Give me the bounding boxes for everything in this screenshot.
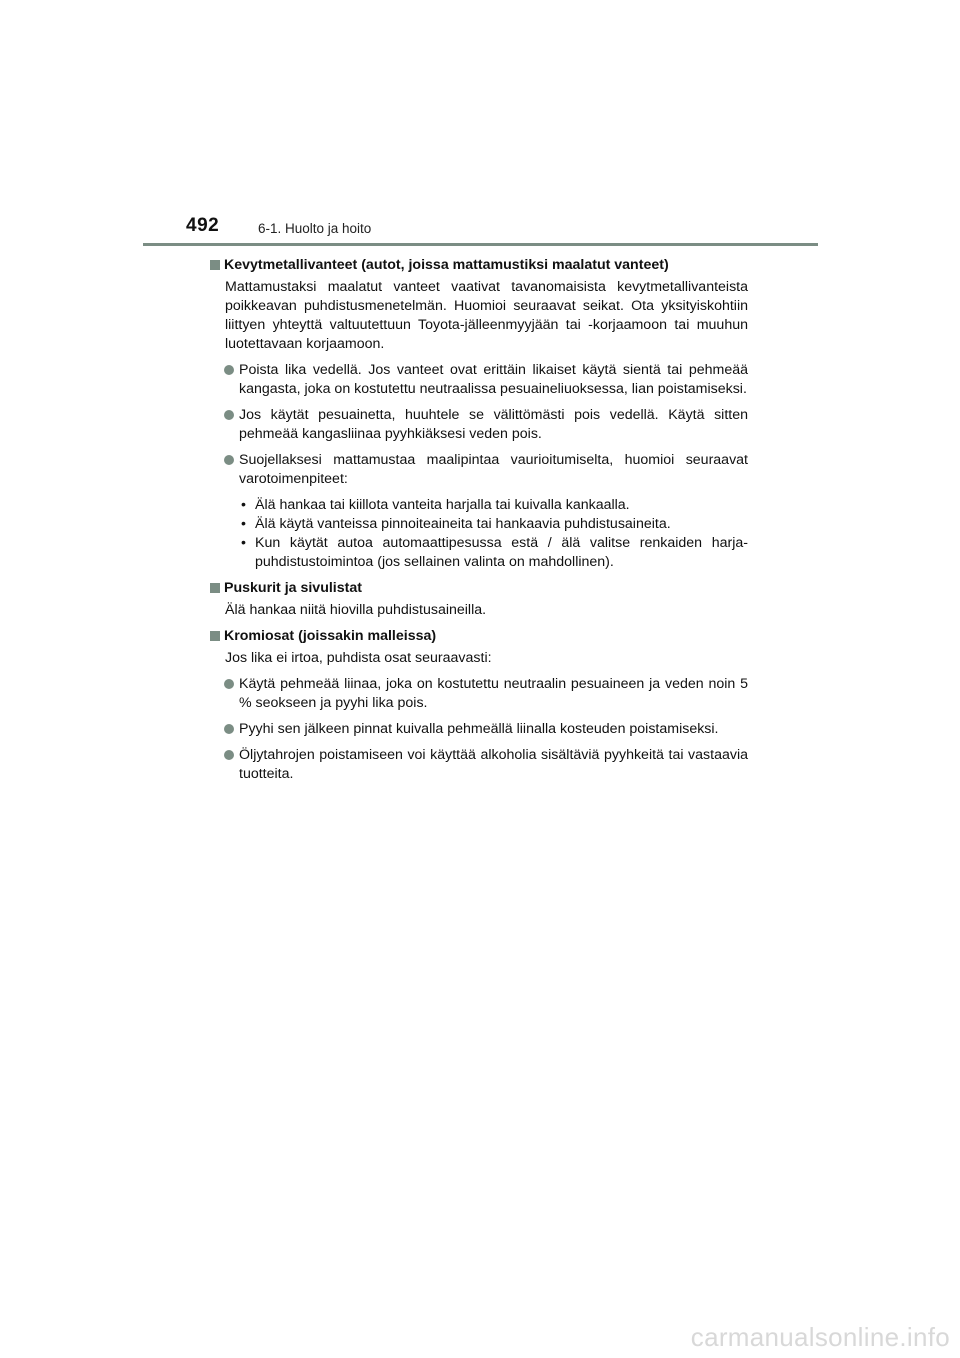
paragraph: Älä hankaa niitä hiovilla puhdistusaineilla. [225,602,487,618]
watermark: carmanualsonline.info [690,1322,950,1352]
sub-list-item [210,496,748,515]
paragraph: Mattamustaksi maalatut vanteet vaativat tavanomaisista kevytmetallivanteista poikkeavan puhdistusmenetelmän. Huomioi seuraavat seikat. Ota yksityiskohtiin liittyen yhteyttä valtuutettuun Toyota-jälleenmyyjään tai -korjaamoon tai muuhun luotettavaan korjaamoon. [225,279,748,352]
paragraph: Jos lika ei irtoa, puhdista osat seuraavasti: [225,650,492,666]
round-bullet-icon [224,750,234,760]
list-item-text: Käytä pehmeää liinaa, joka on kostutettu neutraalin pesuaineen ja veden noin 5 % seokseen ja pyyhi lika pois. [239,676,748,711]
list-item [210,406,748,444]
list-item-text: Suojellaksesi mattamustaa maalipintaa vaurioitumiselta, huomioi seuraavat varotoimenpiteet: [239,452,748,487]
page-number: 492 [186,215,220,236]
sub-list-item-text: Älä käytä vanteissa pinnoiteaineita tai hankaavia puhdistusaineita. [255,516,671,532]
round-bullet-icon [224,679,234,689]
page-header [0,0,960,250]
list-item-text: Öljytahrojen poistamiseen voi käyttää alkoholia sisältäviä pyyhkeitä tai vastaavia tuotteita. [239,747,748,782]
list-item [210,720,748,739]
dot-bullet-icon: • [241,497,246,513]
sub-list-item-text: Älä hankaa tai kiillota vanteita harjalla tai kuivalla kankaalla. [255,497,630,513]
heading-text: Kevytmetallivanteet (autot, joissa mattamustiksi maalatut vanteet) [224,257,669,273]
list-item-text: Pyyhi sen jälkeen pinnat kuivalla pehmeällä liinalla kosteuden poistamiseksi. [239,721,719,737]
dot-bullet-icon: • [241,535,246,551]
round-bullet-icon [224,365,234,375]
dot-bullet-icon: • [241,516,246,532]
list-item [210,746,748,784]
sub-list-item-text: Kun käytät autoa automaattipesussa estä / älä valitse renkaiden harjapuhdistustoimintoa (jos sellainen valinta on mahdollinen). [255,535,748,570]
round-bullet-icon [224,455,234,465]
list-item [210,675,748,713]
square-bullet-icon [210,631,220,641]
list-item-text: Poista lika vedellä. Jos vanteet ovat erittäin likaiset käytä sientä tai pehmeää kangasta, joka on kostutettu neutraalissa pesuaineliuoksessa, lian poistamiseksi. [239,362,748,397]
list-item [210,451,748,489]
section-title: 6-1. Huolto ja hoito [258,221,372,236]
section-heading [210,256,748,275]
square-bullet-icon [210,260,220,270]
heading-text: Kromiosat (joissakin malleissa) [224,628,437,644]
list-item [210,361,748,399]
sub-list-item [210,534,748,572]
round-bullet-icon [224,724,234,734]
header-rule [143,243,818,246]
section-heading [210,579,748,598]
square-bullet-icon [210,583,220,593]
sub-list-item [210,515,748,534]
round-bullet-icon [224,410,234,420]
list-item-text: Jos käytät pesuainetta, huuhtele se välittömästi pois vedellä. Käytä sitten pehmeää kangasliinaa pyyhkiäksesi veden pois. [239,407,748,442]
section-heading [210,627,748,646]
page-content [210,253,748,784]
heading-text: Puskurit ja sivulistat [224,580,362,596]
